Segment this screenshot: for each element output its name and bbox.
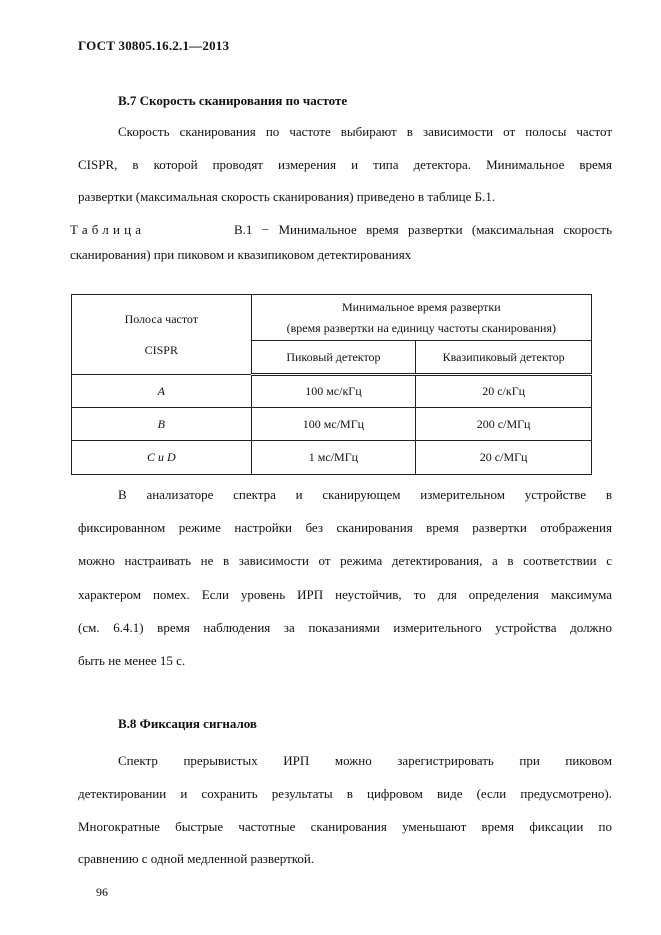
paragraph-line: характером помех. Если уровень ИРП неустойчив, то для определения максимума bbox=[78, 587, 612, 602]
paragraph-line: детектировании и сохранить результаты в цифровом виде (если предусмотрено). bbox=[78, 786, 612, 801]
band-header-cell bbox=[72, 295, 252, 375]
caption-title: В.1 − Минимальное время развертки (максимальная скорость bbox=[234, 222, 612, 237]
document-header: ГОСТ 30805.16.2.1—2013 bbox=[78, 38, 230, 53]
sweep-header-label: Минимальное время развертки bbox=[341, 299, 501, 314]
caption-line bbox=[70, 222, 612, 238]
paragraph-line: быть не менее 15 с. bbox=[78, 653, 186, 668]
paragraph-line: Многократные быстрые частотные сканирования уменьшают время фиксации по bbox=[78, 819, 612, 834]
page-number: 96 bbox=[96, 885, 108, 899]
qpeak-header-cell: Квазипиковый детектор bbox=[416, 341, 592, 375]
paragraph-line: (см. 6.4.1) время наблюдения за показаниями измерительного устройства должно bbox=[78, 620, 612, 635]
caption-label: Таблица bbox=[70, 222, 146, 237]
paragraph-line: Скорость сканирования по частоте выбирают в зависимости от полосы частот bbox=[118, 124, 612, 139]
paragraph-line: можно настраивать не в зависимости от режима детектирования, а в соответствии с bbox=[78, 553, 612, 568]
peak-cell: 100 мс/МГц bbox=[251, 408, 416, 441]
band-cell: А bbox=[72, 375, 252, 408]
paragraph-line: развертки (максимальная скорость сканирования) приведено в таблице Б.1. bbox=[78, 189, 496, 204]
band-cell: В bbox=[72, 408, 252, 441]
sweep-header-cell bbox=[251, 295, 591, 341]
section-b8-heading: В.8 Фиксация сигналов bbox=[118, 716, 257, 731]
paragraph-line: CISPR, в которой проводят измерения и типа детектора. Минимальное время bbox=[78, 157, 612, 172]
paragraph-line: сравнению с одной медленной разверткой. bbox=[78, 851, 315, 866]
table-row bbox=[72, 441, 592, 475]
qpeak-cell: 200 с/МГц bbox=[416, 408, 592, 441]
peak-cell: 100 мс/кГц bbox=[251, 375, 416, 408]
paragraph-line: фиксированном режиме настройки без сканирования время развертки отображения bbox=[78, 520, 612, 535]
band-cell: С и D bbox=[72, 441, 252, 475]
paragraph-line: Спектр прерывистых ИРП можно зарегистрировать при пиковом bbox=[118, 753, 612, 768]
sweep-header-sublabel: (время развертки на единицу частоты сканирования) bbox=[286, 320, 556, 335]
peak-header-cell: Пиковый детектор bbox=[251, 341, 416, 375]
table-row bbox=[72, 375, 592, 408]
paragraph-line: В анализаторе спектра и сканирующем измерительном устройстве в bbox=[118, 487, 612, 502]
peak-cell: 1 мс/МГц bbox=[251, 441, 416, 475]
caption-line: сканирования) при пиковом и квазипиковом детектированиях bbox=[70, 247, 412, 262]
table-row bbox=[72, 408, 592, 441]
band-header-sublabel: CISPR bbox=[144, 342, 178, 357]
qpeak-cell: 20 с/кГц bbox=[416, 375, 592, 408]
sweep-time-table bbox=[71, 294, 592, 475]
band-header-label: Полоса частот bbox=[124, 311, 199, 326]
qpeak-cell: 20 с/МГц bbox=[416, 441, 592, 475]
section-b7-heading: В.7 Скорость сканирования по частоте bbox=[118, 93, 348, 108]
